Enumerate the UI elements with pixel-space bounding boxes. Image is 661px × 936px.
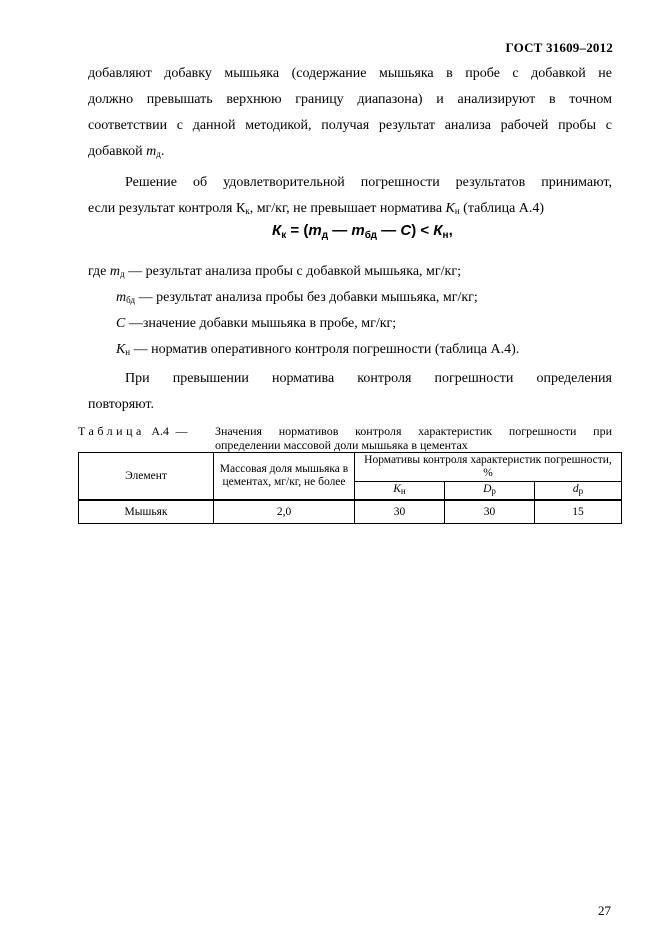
document-header: ГОСТ 31609–2012 [505,40,613,55]
text-line: добавкой $m_д$. [88,144,165,159]
paragraph-exceeding [88,366,612,418]
cell-d: 15 [535,500,622,524]
table-header-row [79,453,622,482]
text-line: При превышении норматива контроля погрешности определения [125,371,612,386]
text-line: если результат контроля $К_к$, мг/кг, не превышает норматива $К_н$ (таблица А.4) [88,201,545,216]
text-line: соответствии с данной методикой, получая результат анализа рабочей пробы с [88,118,612,133]
variable-definitions [88,259,612,363]
header-element: Элемент [79,453,214,501]
definition-line: $К_н$ — норматив оперативного контроля погрешности (таблица А.4). [116,342,520,357]
text-line: должно превышать верхнюю границу диапазона) и анализируют в точном [88,92,612,107]
header-d: $d_р$ [535,482,622,501]
table-label: Таблица А.4 — [78,424,188,438]
definition-line: где $m_д$ — результат анализа пробы с добавкой мышьяка, мг/кг; [88,264,461,279]
header-D: $D_р$ [445,482,535,501]
header-mass-fraction: Массовая доля мышьяка в цементах, мг/кг, не более [214,453,355,501]
table-title: Значения нормативов контроля характеристик погрешности при определении массовой доли мышьяка в цементах [215,424,612,452]
definition-line: $m_{бд}$ — результат анализа пробы без добавки мышьяка, мг/кг; [116,290,478,305]
text-line: добавляют добавку мышьяка (содержание мышьяка в пробе с добавкой не [88,66,612,81]
text-line: Решение об удовлетворительной погрешности результатов принимают, [125,175,612,190]
paragraph-decision [88,170,612,224]
paragraph-continuation [88,61,612,167]
cell-element: Мышьяк [79,500,214,524]
norms-table [78,452,622,524]
cell-D: 30 [445,500,535,524]
page-number: 27 [598,903,611,918]
cell-mass: 2,0 [214,500,355,524]
header-norms: Нормативы контроля характеристик погрешности, % [355,453,622,482]
control-formula: $К_к = (m_д$ — $m_{бд}$ — $C) < К_н$, [272,222,453,241]
text-line: повторяют. [88,397,154,412]
definition-line: C —значение добавки мышьяка в пробе, мг/кг; [116,316,397,331]
cell-k: 30 [355,500,445,524]
header-k: $К_н$ [355,482,445,501]
table-row [79,500,622,524]
